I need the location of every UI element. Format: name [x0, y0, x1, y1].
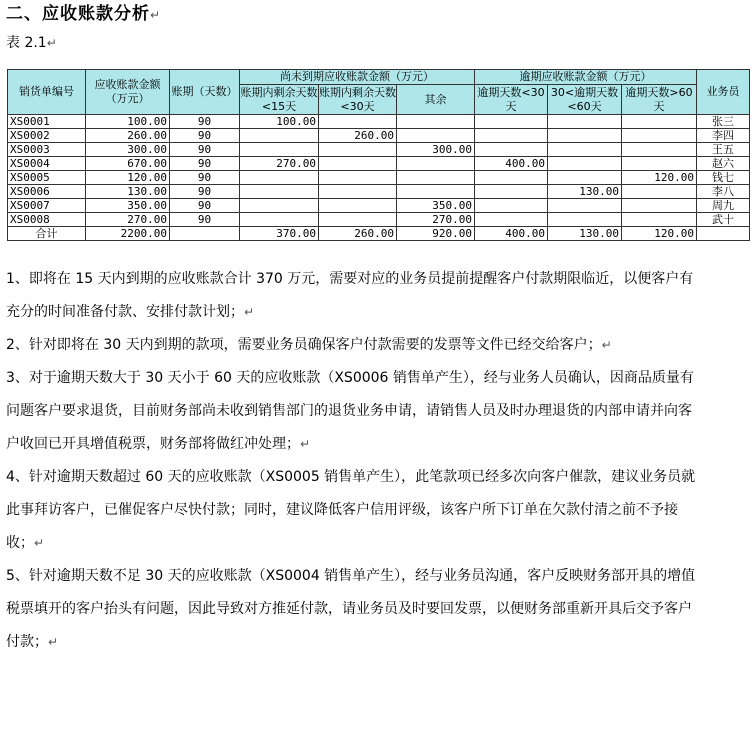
cell-not-due-15 — [240, 143, 319, 157]
cell-overdue-30-60 — [548, 199, 622, 213]
paragraph — [6, 329, 696, 362]
total-overdue-60: 120.00 — [622, 227, 697, 241]
cell-not-due-other — [397, 185, 475, 199]
cell-amount: 130.00 — [86, 185, 170, 199]
paragraph — [6, 560, 696, 659]
cell-not-due-30 — [319, 199, 397, 213]
paragraph-mark-icon: ↵ — [48, 635, 59, 649]
cell-overdue-30-60 — [548, 129, 622, 143]
cell-overdue-60 — [622, 143, 697, 157]
receivables-table — [7, 69, 750, 241]
section-heading — [6, 2, 161, 27]
paragraph-text: 2、针对即将在 30 天内到期的款项，需要业务员确保客户付款需要的发票等文件已经交给客户； — [6, 337, 602, 353]
cell-not-due-15: 270.00 — [240, 157, 319, 171]
cell-not-due-other: 350.00 — [397, 199, 475, 213]
cell-overdue-30-60 — [548, 213, 622, 227]
cell-term: 90 — [170, 157, 240, 171]
cell-not-due-15: 100.00 — [240, 115, 319, 129]
cell-term: 90 — [170, 185, 240, 199]
cell-amount: 270.00 — [86, 213, 170, 227]
cell-overdue-30 — [475, 129, 548, 143]
cell-not-due-30 — [319, 171, 397, 185]
paragraph-text: 1、即将在 15 天内到期的应收账款合计 370 万元，需要对应的业务员提前提醒客户付款期限临近，以便客户有充分的时间准备付款、安排付款计划； — [6, 271, 694, 320]
header-overdue-30-60: 30<逾期天数<60天 — [548, 85, 622, 115]
cell-overdue-60 — [622, 213, 697, 227]
cell-overdue-60 — [622, 157, 697, 171]
total-salesperson — [697, 227, 750, 241]
cell-not-due-15 — [240, 199, 319, 213]
table-caption — [6, 33, 57, 53]
cell-not-due-30 — [319, 185, 397, 199]
cell-not-due-30 — [319, 157, 397, 171]
cell-overdue-30 — [475, 199, 548, 213]
cell-not-due-other — [397, 129, 475, 143]
cell-overdue-30-60: 130.00 — [548, 185, 622, 199]
paragraph-text: 3、对于逾期天数大于 30 天小于 60 天的应收账款（XS0006 销售单产生），经与业务人员确认，因商品质量有问题客户要求退货，目前财务部尚未收到销售部门的退货业务申请，请销售人员及时办理退货的内部申请并向客户收回已开具增值税票，财务部将做红冲处理； — [6, 370, 694, 452]
cell-overdue-30-60 — [548, 143, 622, 157]
cell-term: 90 — [170, 199, 240, 213]
header-term: 账期（天数） — [170, 70, 240, 115]
cell-not-due-30: 260.00 — [319, 129, 397, 143]
cell-overdue-30 — [475, 185, 548, 199]
cell-overdue-30 — [475, 171, 548, 185]
cell-amount: 260.00 — [86, 129, 170, 143]
total-not-due-other: 920.00 — [397, 227, 475, 241]
cell-term: 90 — [170, 143, 240, 157]
cell-overdue-30: 400.00 — [475, 157, 548, 171]
cell-not-due-30 — [319, 115, 397, 129]
header-overdue-30: 逾期天数<30天 — [475, 85, 548, 115]
header-not-due-30: 账期内剩余天数<30天 — [319, 85, 396, 113]
header-not-due-other: 其余 — [397, 85, 475, 115]
header-overdue-group: 逾期应收账款金额（万元） — [475, 70, 697, 85]
cell-salesperson: 武十 — [697, 213, 750, 227]
paragraph — [6, 362, 696, 461]
cell-order-no: XS0004 — [8, 157, 86, 171]
table-row — [8, 213, 750, 227]
cell-order-no: XS0002 — [8, 129, 86, 143]
cell-not-due-15 — [240, 213, 319, 227]
header-overdue-60: 逾期天数>60天 — [622, 85, 697, 115]
paragraph-text: 5、针对逾期天数不足 30 天的应收账款（XS0004 销售单产生），经与业务员沟通，客户反映财务部开具的增值税票填开的客户抬头有问题，因此导致对方推延付款，请业务员及时要回发票，以便财务部重新开具后交予客户付款； — [6, 568, 696, 650]
paragraph-mark-icon: ↵ — [150, 8, 162, 22]
total-overdue-30: 400.00 — [475, 227, 548, 241]
paragraph-mark-icon: ↵ — [46, 36, 57, 50]
cell-overdue-30 — [475, 213, 548, 227]
cell-overdue-60 — [622, 129, 697, 143]
header-not-due-group: 尚未到期应收账款金额（万元） — [240, 70, 475, 85]
header-salesperson: 业务员 — [697, 70, 750, 115]
paragraph — [6, 263, 696, 329]
cell-order-no: XS0005 — [8, 171, 86, 185]
table-row — [8, 143, 750, 157]
cell-order-no: XS0007 — [8, 199, 86, 213]
cell-term: 90 — [170, 213, 240, 227]
total-amount: 2200.00 — [86, 227, 170, 241]
cell-salesperson: 张三 — [697, 115, 750, 129]
cell-overdue-60 — [622, 115, 697, 129]
cell-salesperson: 王五 — [697, 143, 750, 157]
table-row — [8, 185, 750, 199]
paragraph-mark-icon: ↵ — [300, 437, 311, 451]
cell-salesperson: 李四 — [697, 129, 750, 143]
table-row — [8, 115, 750, 129]
cell-not-due-other — [397, 115, 475, 129]
cell-not-due-other — [397, 171, 475, 185]
table-caption-text: 表 2.1 — [6, 35, 47, 51]
section-heading-text: 二、应收账款分析 — [6, 4, 150, 24]
total-row — [8, 227, 750, 241]
table-row — [8, 157, 750, 171]
cell-term: 90 — [170, 129, 240, 143]
cell-overdue-60 — [622, 199, 697, 213]
cell-overdue-30-60 — [548, 171, 622, 185]
cell-overdue-30-60 — [548, 115, 622, 129]
total-not-due-30: 260.00 — [319, 227, 397, 241]
header-not-due-15: 账期内剩余天数<15天 — [240, 85, 318, 113]
cell-overdue-60 — [622, 185, 697, 199]
cell-amount: 300.00 — [86, 143, 170, 157]
cell-not-due-other: 300.00 — [397, 143, 475, 157]
analysis-text — [6, 263, 696, 659]
total-label: 合计 — [8, 227, 86, 241]
cell-order-no: XS0001 — [8, 115, 86, 129]
table-row — [8, 171, 750, 185]
cell-overdue-30-60 — [548, 157, 622, 171]
table-row — [8, 129, 750, 143]
cell-amount: 120.00 — [86, 171, 170, 185]
cell-order-no: XS0006 — [8, 185, 86, 199]
cell-salesperson: 李八 — [697, 185, 750, 199]
cell-order-no: XS0003 — [8, 143, 86, 157]
cell-amount: 350.00 — [86, 199, 170, 213]
cell-amount: 100.00 — [86, 115, 170, 129]
total-term — [170, 227, 240, 241]
cell-salesperson: 赵六 — [697, 157, 750, 171]
header-amount: 应收账款金额（万元） — [86, 70, 170, 115]
header-order-no: 销货单编号 — [8, 70, 86, 115]
cell-amount: 670.00 — [86, 157, 170, 171]
cell-salesperson: 钱七 — [697, 171, 750, 185]
paragraph-mark-icon: ↵ — [244, 305, 255, 319]
cell-not-due-other — [397, 157, 475, 171]
cell-overdue-30 — [475, 115, 548, 129]
cell-not-due-15 — [240, 185, 319, 199]
cell-not-due-30 — [319, 213, 397, 227]
cell-not-due-30 — [319, 143, 397, 157]
paragraph — [6, 461, 696, 560]
total-not-due-15: 370.00 — [240, 227, 319, 241]
cell-not-due-15 — [240, 171, 319, 185]
paragraph-text: 4、针对逾期天数超过 60 天的应收账款（XS0005 销售单产生），此笔款项已经多次向客户催款，建议业务员就此事拜访客户，已催促客户尽快付款；同时，建议降低客户信用评级，该客户所下订单在欠款付清之前不予接收； — [6, 469, 696, 551]
cell-overdue-30 — [475, 143, 548, 157]
table-row — [8, 199, 750, 213]
cell-term: 90 — [170, 171, 240, 185]
cell-salesperson: 周九 — [697, 199, 750, 213]
cell-not-due-15 — [240, 129, 319, 143]
cell-term: 90 — [170, 115, 240, 129]
paragraph-mark-icon: ↵ — [601, 338, 612, 352]
total-overdue-30-60: 130.00 — [548, 227, 622, 241]
cell-overdue-60: 120.00 — [622, 171, 697, 185]
cell-not-due-other: 270.00 — [397, 213, 475, 227]
paragraph-mark-icon: ↵ — [34, 536, 45, 550]
cell-order-no: XS0008 — [8, 213, 86, 227]
